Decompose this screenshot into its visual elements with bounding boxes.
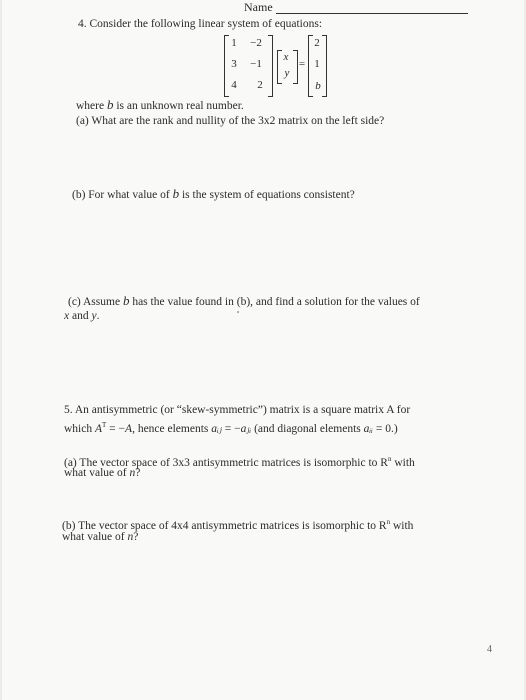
vector-rhs-cell: 1 (314, 58, 320, 70)
problem-5b-line2: what value of n? (62, 531, 139, 543)
matrix-a-cell: 2 (257, 79, 263, 91)
problem-4-intro: 4. Consider the following linear system of equations: (78, 18, 323, 30)
problem-5-line2: which $A^T = -A$, hence elements aᵢⱼ = −aⱼᵢ (and diagonal elements aᵢᵢ = 0.) (64, 421, 398, 435)
name-blank-line (276, 13, 468, 14)
problem-4c-line1: (c) Assume b has the value found in (b), and find a solution for the values of (68, 293, 420, 308)
page-number: 4 (487, 644, 492, 655)
matrix-a-cell: 1 (231, 37, 237, 49)
name-label: Name (244, 0, 273, 14)
problem-5a-line2: what value of n? (64, 467, 141, 479)
vector-rhs-cell: b (315, 80, 321, 92)
matrix-a-cell: 3 (231, 58, 237, 70)
vector-rhs-cell: 2 (314, 37, 320, 49)
equals-sign: = (298, 58, 306, 70)
stray-mark (237, 311, 239, 313)
vector-xy-cell: y (284, 67, 290, 79)
problem-4c-line2: x and y. (64, 310, 100, 322)
problem-5-line1: 5. An antisymmetric (or “skew-symmetric”) matrix is a square matrix A for (64, 404, 411, 416)
matrix-a-cell: −1 (250, 58, 262, 70)
problem-5b-line1: (b) The vector space of 4x4 antisymmetric matrices is isomorphic to $R^n$ with (62, 518, 414, 532)
matrix-a-cell: 4 (231, 79, 237, 91)
matrix-a-right-bracket (268, 35, 273, 97)
matrix-a-cell: −2 (250, 37, 262, 49)
problem-4b: (b) For what value of b is the system of equations consistent? (72, 186, 355, 201)
problem-4a: (a) What are the rank and nullity of the 3x2 matrix on the left side? (76, 115, 385, 127)
problem-5a-line1: (a) The vector space of 3x3 antisymmetric matrices is isomorphic to $R^n$ with (64, 455, 415, 469)
problem-4-where: where b is an unknown real number. (76, 97, 244, 112)
vector-xy-cell: x (283, 51, 289, 63)
worksheet-page (2, 0, 524, 700)
